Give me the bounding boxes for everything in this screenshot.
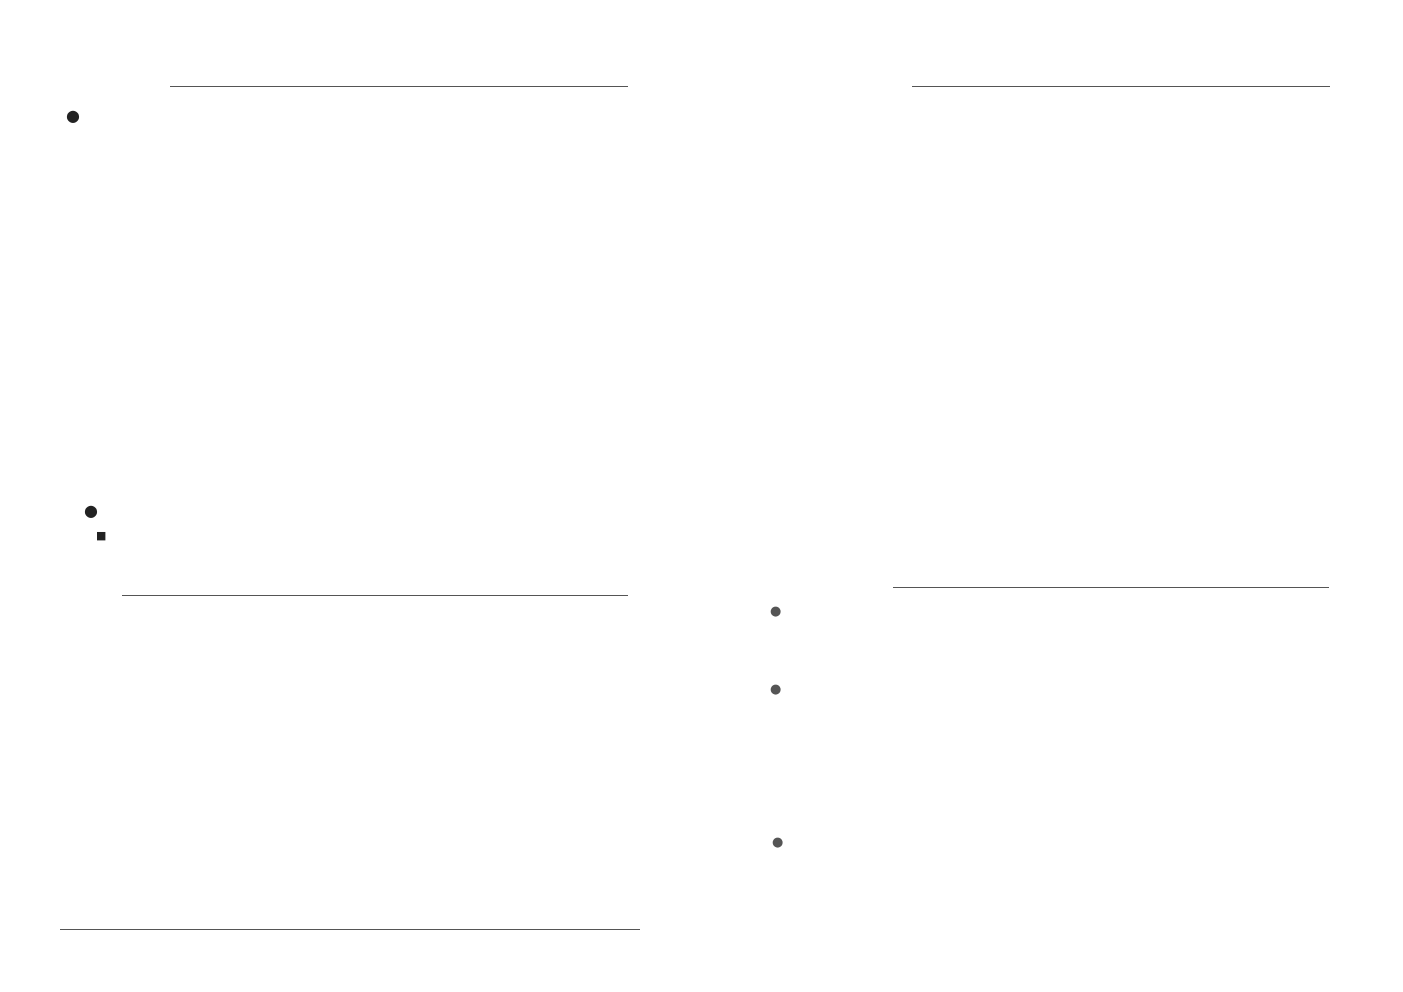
worship-title-rule	[170, 86, 628, 87]
bus-dawn-heading	[770, 601, 785, 619]
bullet-icon: ●	[772, 835, 784, 850]
bullet-icon: ●	[770, 604, 782, 619]
bullet-icon: ●	[770, 682, 782, 697]
bus-sunday-heading	[770, 679, 785, 697]
offering-section-title	[767, 72, 769, 97]
bus-title-rule	[893, 587, 1329, 588]
square-bullet-icon: ■	[96, 529, 107, 542]
dawn-sub	[96, 526, 116, 546]
left-bottom-rule	[60, 929, 640, 930]
bullet-icon: ●	[66, 106, 80, 125]
offering-title-rule	[912, 86, 1330, 87]
sunday-afternoon-service	[66, 106, 86, 126]
bullet-icon: ●	[84, 501, 98, 520]
meetings-title-rule	[122, 595, 628, 596]
dawn-prayer	[84, 501, 104, 521]
bus-wednesday-heading	[772, 832, 787, 850]
